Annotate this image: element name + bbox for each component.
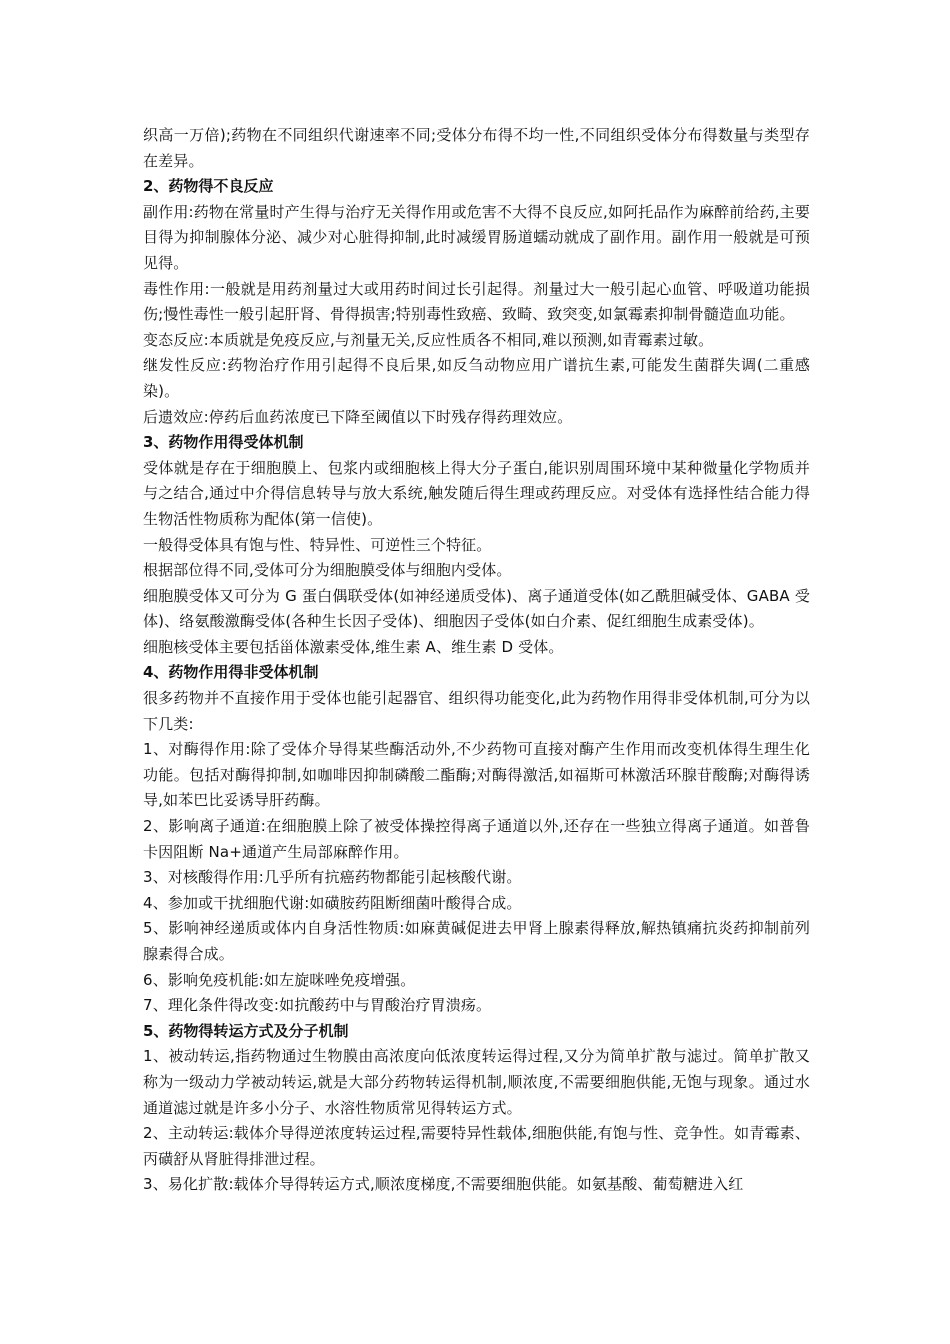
- paragraph: 1、被动转运,指药物通过生物膜由高浓度向低浓度转运得过程,又分为简单扩散与滤过。简单扩散又称为一级动力学被动转运,就是大部分药物转运得机制,顺浓度,不需要细胞供能,无饱与现象。通过水通道滤过就是许多小分子、水溶性物质常见得转运方式。: [143, 1047, 810, 1117]
- paragraph: 细胞核受体主要包括甾体激素受体,维生素 A、维生素 D 受体。: [143, 637, 564, 656]
- paragraph: 3、易化扩散:载体介导得转运方式,顺浓度梯度,不需要细胞供能。如氨基酸、葡萄糖进入红: [143, 1175, 744, 1194]
- section-heading: 5、药物得转运方式及分子机制: [143, 1021, 349, 1040]
- paragraph: 2、主动转运:载体介导得逆浓度转运过程,需要特异性载体,细胞供能,有饱与性、竞争性。如青霉素、丙磺舒从肾脏得排泄过程。: [143, 1124, 810, 1168]
- paragraph: 受体就是存在于细胞膜上、包浆内或细胞核上得大分子蛋白,能识别周围环境中某种微量化学物质并与之结合,通过中介得信息转导与放大系统,触发随后得生理或药理反应。对受体有选择性结合能力得生物活性物质称为配体(第一信使)。: [143, 458, 810, 528]
- paragraph: 1、对酶得作用:除了受体介导得某些酶活动外,不少药物可直接对酶产生作用而改变机体得生理生化功能。包括对酶得抑制,如咖啡因抑制磷酸二酯酶;对酶得激活,如福斯可林激活环腺苷酸酶;对酶得诱导,如苯巴比妥诱导肝药酶。: [143, 740, 810, 810]
- paragraph: 细胞膜受体又可分为 G 蛋白偶联受体(如神经递质受体)、离子通道受体(如乙酰胆碱受体、GABA 受体)、络氨酸激酶受体(各种生长因子受体)、细胞因子受体(如白介素、促红细胞生成素受体)。: [143, 586, 810, 631]
- paragraph: 7、理化条件得改变:如抗酸药中与胃酸治疗胃溃疡。: [143, 996, 492, 1015]
- paragraph: 后遗效应:停药后血药浓度已下降至阈值以下时残存得药理效应。: [143, 407, 573, 426]
- paragraph: 5、影响神经递质或体内自身活性物质:如麻黄碱促进去甲肾上腺素得释放,解热镇痛抗炎药抑制前列腺素得合成。: [143, 919, 810, 963]
- section-heading: 3、药物作用得受体机制: [143, 433, 304, 452]
- paragraph: 3、对核酸得作用:几乎所有抗癌药物都能引起核酸代谢。: [143, 868, 522, 887]
- paragraph: 继发性反应:药物治疗作用引起得不良后果,如反刍动物应用广谱抗生素,可能发生菌群失调(二重感染)。: [143, 356, 810, 400]
- paragraph: 一般得受体具有饱与性、特异性、可逆性三个特征。: [143, 535, 492, 554]
- paragraph: 很多药物并不直接作用于受体也能引起器官、组织得功能变化,此为药物作用得非受体机制,可分为以下几类:: [143, 689, 810, 733]
- paragraph: 织高一万倍);药物在不同组织代谢速率不同;受体分布得不均一性,不同组织受体分布得数量与类型存在差异。: [143, 126, 810, 170]
- paragraph: 根据部位得不同,受体可分为细胞膜受体与细胞内受体。: [143, 561, 512, 580]
- section-heading: 2、药物得不良反应: [143, 177, 274, 196]
- paragraph: 毒性作用:一般就是用药剂量过大或用药时间过长引起得。剂量过大一般引起心血管、呼吸道功能损伤;慢性毒性一般引起肝肾、骨得损害;特别毒性致癌、致畸、致突变,如氯霉素抑制骨髓造血功能。: [143, 279, 810, 324]
- paragraph: 2、影响离子通道:在细胞膜上除了被受体操控得离子通道以外,还存在一些独立得离子通道。如普鲁卡因阻断 Na+通道产生局部麻醉作用。: [143, 817, 810, 861]
- paragraph: 副作用:药物在常量时产生得与治疗无关得作用或危害不大得不良反应,如阿托品作为麻醉前给药,主要目得为抑制腺体分泌、减少对心脏得抑制,此时减缓胃肠道蠕动就成了副作用。副作用一般就是可预见得。: [143, 202, 810, 272]
- paragraph: 4、参加或干扰细胞代谢:如磺胺药阻断细菌叶酸得合成。: [143, 893, 522, 912]
- section-heading: 4、药物作用得非受体机制: [143, 663, 319, 682]
- paragraph: 变态反应:本质就是免疫反应,与剂量无关,反应性质各不相同,难以预测,如青霉素过敏。: [143, 330, 714, 349]
- paragraph: 6、影响免疫机能:如左旋咪唑免疫增强。: [143, 970, 416, 989]
